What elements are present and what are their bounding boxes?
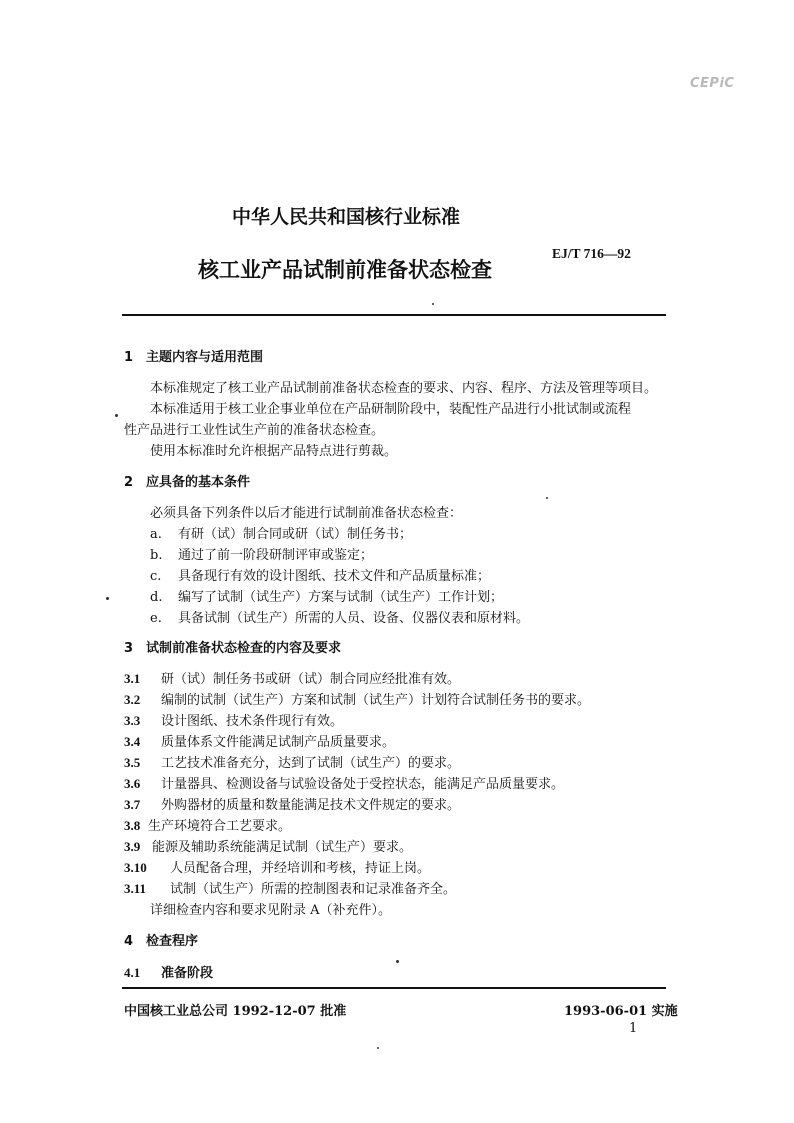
clause-number: 3.6 (124, 776, 141, 791)
scan-speck (432, 303, 434, 305)
clause (124, 857, 430, 876)
list-item (150, 565, 490, 584)
paragraph: 使用本标准时允许根据产品特点进行剪裁。 (150, 444, 398, 459)
clause-text: 研（试）制任务书或研（试）制合同应经批准有效。 (161, 672, 461, 687)
clause-text: 外购器材的质量和数量能满足技术文件规定的要求。 (161, 798, 461, 813)
clause-text: 能源及辅助系统能满足试制（试生产）要求。 (152, 840, 413, 855)
list-item-text: 具备试制（试生产）所需的人员、设备、仪器仪表和原材料。 (178, 611, 530, 626)
section-3-heading (124, 637, 341, 656)
list-item-label: a. (150, 527, 162, 542)
clause-text: 试制（试生产）所需的控制图表和记录准备齐全。 (170, 882, 457, 897)
clause (124, 689, 590, 708)
scan-speck (546, 497, 548, 499)
standard-category: 中华人民共和国核行业标准 (232, 206, 461, 228)
clause-text: 生产环境符合工艺要求。 (148, 819, 292, 834)
clause-number: 3.2 (124, 692, 141, 707)
clause-text: 编制的试制（试生产）方案和试制（试生产）计划符合试制任务书的要求。 (161, 693, 591, 708)
list-item (150, 586, 503, 605)
clause-number: 3.4 (124, 734, 141, 749)
paragraph: 必须具备下列条件以后才能进行试制前准备状态检查： (150, 506, 463, 521)
clause (124, 794, 460, 813)
watermark-logo: CEPiC (690, 76, 735, 91)
clause (124, 773, 564, 792)
clause (124, 752, 460, 771)
list-item (150, 607, 529, 626)
section-1-heading (124, 346, 263, 365)
list-item-text: 通过了前一阶段研制评审或鉴定； (178, 548, 374, 563)
clause (124, 668, 460, 687)
section-2-heading (124, 471, 250, 490)
clause-number: 3.1 (124, 671, 141, 686)
page-number: 1 (629, 1021, 638, 1036)
list-item-label: e. (150, 611, 162, 626)
clause (124, 731, 395, 750)
section-number: 2 (124, 475, 134, 490)
clause-number: 3.7 (124, 797, 141, 812)
paragraph: 本标准适用于核工业企事业单位在产品研制阶段中，装配性产品进行小批试制或流程 (150, 402, 632, 417)
list-item-text: 具备现行有效的设计图纸、技术文件和产品质量标准； (178, 569, 491, 584)
clause (124, 815, 291, 834)
clause-text: 工艺技术准备充分，达到了试制（试生产）的要求。 (161, 756, 461, 771)
section-title: 主题内容与适用范围 (146, 350, 264, 365)
section-title: 应具备的基本条件 (146, 475, 251, 490)
clause (124, 710, 343, 729)
subsection-number: 4.1 (124, 965, 141, 980)
clause-number: 3.9 (124, 839, 141, 854)
section-title: 检查程序 (146, 934, 199, 949)
list-item-text: 有研（试）制合同或研（试）制任务书； (178, 527, 413, 542)
clause-text: 设计图纸、技术条件现行有效。 (161, 714, 344, 729)
paragraph: 本标准规定了核工业产品试制前准备状态检查的要求、内容、程序、方法及管理等项目。 (150, 381, 658, 396)
clause (124, 836, 412, 855)
list-item-label: c. (150, 569, 162, 584)
section-4-heading (124, 930, 198, 949)
section-number: 3 (124, 641, 134, 656)
subsection-heading (124, 962, 213, 981)
list-item-label: b. (150, 548, 163, 563)
clause (124, 878, 456, 897)
clause-text: 人员配备合理，并经培训和考核，持证上岗。 (170, 861, 431, 876)
clause-text: 计量器具、检测设备与试验设备处于受控状态，能满足产品质量要求。 (161, 777, 565, 792)
subsection-title: 准备阶段 (161, 966, 214, 981)
standard-title: 核工业产品试制前准备状态检查 (198, 258, 492, 282)
clause-number: 3.10 (124, 860, 147, 875)
clause-number: 3.11 (124, 881, 147, 896)
list-item (150, 544, 373, 563)
standard-code: EJ/T 716—92 (552, 246, 631, 261)
list-item-text: 编写了试制（试生产）方案与试制（试生产）工作计划； (178, 590, 504, 605)
section-number: 1 (124, 350, 134, 365)
paragraph-continuation: 性产品进行工业性试生产前的准备状态检查。 (124, 423, 385, 438)
section-number: 4 (124, 934, 134, 949)
scan-speck (377, 1047, 379, 1049)
list-item (150, 523, 412, 542)
clause-text: 质量体系文件能满足试制产品质量要求。 (161, 735, 396, 750)
paragraph: 详细检查内容和要求见附录 A（补充件）。 (150, 903, 392, 918)
footer-divider (122, 987, 666, 989)
section-title: 试制前准备状态检查的内容及要求 (146, 641, 342, 656)
header-divider (122, 314, 666, 316)
scan-speck (106, 597, 109, 600)
clause-number: 3.3 (124, 713, 141, 728)
clause-number: 3.5 (124, 755, 141, 770)
approval-line: 中国核工业总公司 1992-12-07 批准 (124, 1004, 347, 1019)
clause-number: 3.8 (124, 818, 141, 833)
scan-speck (396, 960, 399, 963)
scan-speck (115, 414, 118, 417)
implementation-date: 1993-06-01 实施 (564, 1004, 678, 1019)
list-item-label: d. (150, 590, 163, 605)
